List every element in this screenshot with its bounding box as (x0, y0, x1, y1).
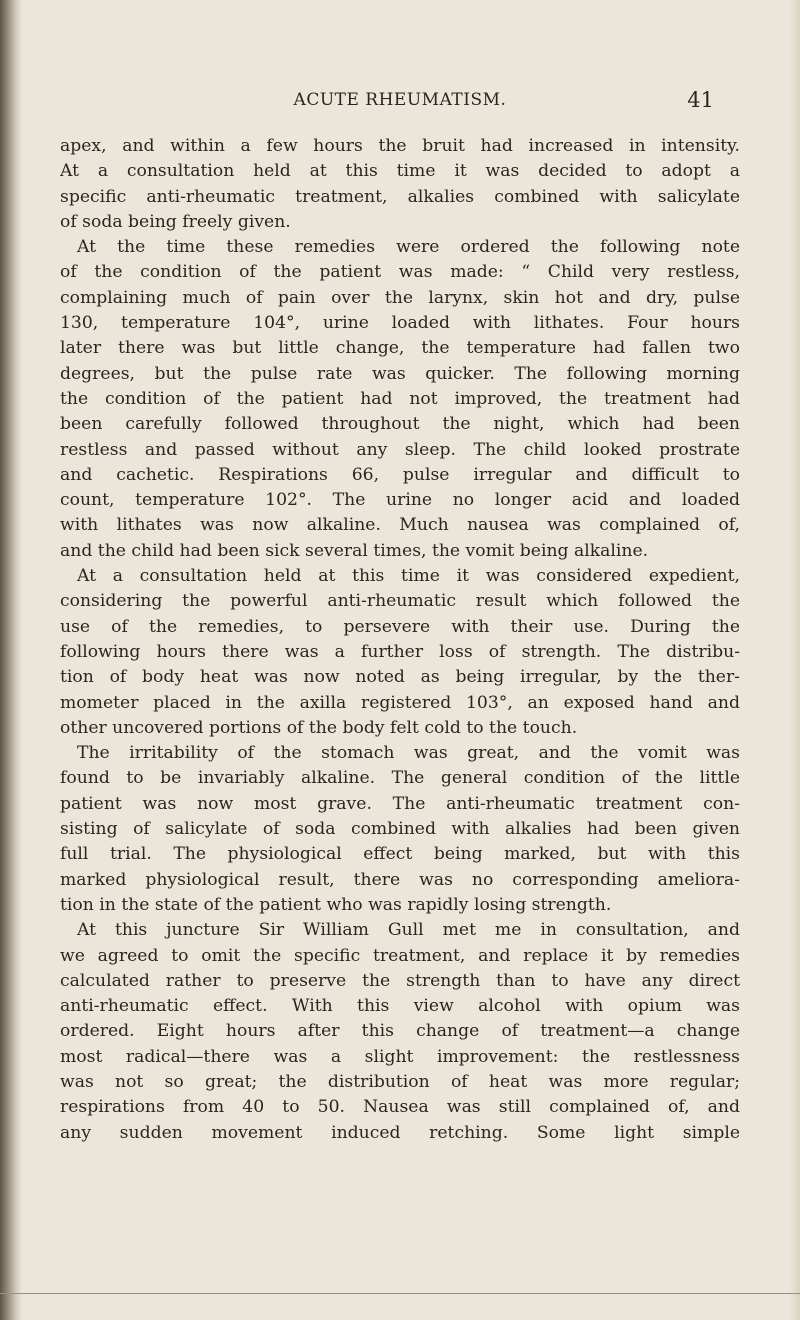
text-line: respirations from 40 to 50. Nausea was still complained of, and (60, 1097, 740, 1118)
text-line: At the time these remedies were ordered the following note (77, 237, 740, 258)
page-edge (790, 0, 800, 1320)
text-line: following hours there was a further loss of strength. The distribu- (60, 641, 740, 662)
text-line: of soda being freely given. (60, 211, 291, 232)
text-line: later there was but little change, the temperature had fallen two (60, 338, 740, 359)
running-head: ACUTE RHEUMATISM. (293, 90, 507, 110)
text-line: ordered. Eight hours after this change of treatment—a change (60, 1021, 740, 1042)
text-line: sisting of salicylate of soda combined with alkalies had been given (60, 819, 740, 840)
text-line: At this juncture Sir William Gull met me in consultation, and (77, 920, 740, 941)
text-line: use of the remedies, to persevere with their use. During the (60, 616, 740, 637)
text-line: any sudden movement induced retching. Some light simple (60, 1122, 740, 1143)
text-line: with lithates was now alkaline. Much nausea was complained of, (60, 515, 740, 536)
text-line: At a consultation held at this time it was decided to adopt a (60, 161, 740, 182)
text-line: and cachetic. Respirations 66, pulse irregular and difficult to (60, 464, 740, 485)
text-line: patient was now most grave. The anti-rheumatic treatment con- (60, 793, 740, 814)
text-line: been carefully followed throughout the night, which had been (60, 414, 740, 435)
text-line: we agreed to omit the specific treatment, and replace it by remedies (60, 945, 740, 966)
text-line: tion of body heat was now noted as being irregular, by the ther- (60, 667, 740, 688)
text-line: full trial. The physiological effect being marked, but with this (60, 844, 740, 865)
text-line: of the condition of the patient was made: “ Child very restless, (60, 262, 740, 283)
text-line: tion in the state of the patient who was rapidly losing strength. (60, 894, 612, 915)
text-line: was not so great; the distribution of heat was more regular; (60, 1071, 740, 1092)
text-line: and the child had been sick several times, the vomit being alkaline. (60, 540, 649, 561)
text-line: mometer placed in the axilla registered 103°, an exposed hand and (60, 692, 740, 713)
text-line: calculated rather to preserve the strength than to have any direct (60, 970, 740, 991)
text-line: the condition of the patient had not improved, the treatment had (60, 388, 740, 409)
body-text (60, 134, 740, 1146)
text-line: most radical—there was a slight improvement: the restlessness (60, 1046, 740, 1067)
text-line: complaining much of pain over the larynx, skin hot and dry, pulse (60, 287, 740, 308)
text-line: anti-rheumatic effect. With this view alcohol with opium was (60, 996, 740, 1017)
page-number: 41 (687, 88, 714, 112)
text-line: specific anti-rheumatic treatment, alkalies combined with salicylate (60, 186, 740, 207)
text-line: 130, temperature 104°, urine loaded with lithates. Four hours (60, 313, 740, 334)
text-line: count, temperature 102°. The urine no longer acid and loaded (60, 490, 740, 511)
text-line: degrees, but the pulse rate was quicker. The following morning (60, 363, 740, 384)
text-line: At a consultation held at this time it was considered expedient, (77, 566, 740, 587)
text-line: marked physiological result, there was no corresponding ameliora- (60, 869, 740, 890)
text-line: The irritability of the stomach was great, and the vomit was (77, 743, 740, 764)
page-header (0, 84, 800, 116)
text-line: considering the powerful anti-rheumatic result which followed the (60, 591, 740, 612)
text-line: apex, and within a few hours the bruit had increased in intensity. (60, 136, 740, 156)
text-line: restless and passed without any sleep. The child looked prostrate (60, 439, 740, 460)
text-line: found to be invariably alkaline. The general condition of the little (60, 768, 740, 789)
page-bottom-rule (0, 1293, 800, 1294)
binding-shadow (0, 0, 22, 1320)
text-line: other uncovered portions of the body felt cold to the touch. (60, 717, 578, 738)
